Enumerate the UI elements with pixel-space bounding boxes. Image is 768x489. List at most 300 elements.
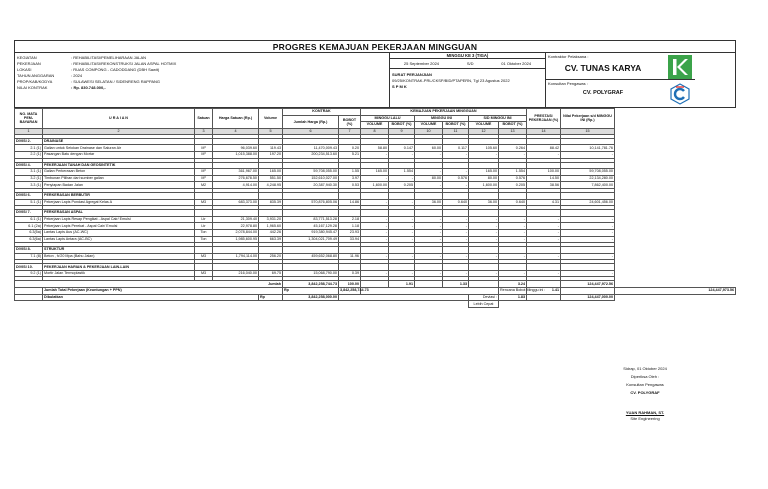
rencana-label: Rencana Bobot Minggu ini : xyxy=(500,288,546,293)
empty-cell xyxy=(339,264,361,271)
division-row xyxy=(15,247,736,254)
cell-nilai: - xyxy=(561,223,615,230)
division-row xyxy=(15,192,736,199)
col-vol-sd: VOLUME xyxy=(469,122,499,129)
total-label: Jumlah Total Pekerjaan (Keuntungan + PPN) xyxy=(43,288,283,295)
cell-vol: 119.43 xyxy=(259,145,283,152)
cell-desc: Lantas Lapis Antara (AC-BC) xyxy=(43,236,195,243)
col-nilai: Nilai Pekerjaan s/d MINGGU INI (Rp.) xyxy=(561,109,615,129)
dibulatkan-row xyxy=(15,294,736,301)
signature-company: CV. POLYGRAF xyxy=(630,390,660,395)
jumlah-row xyxy=(15,281,736,288)
col-volume: Volume xyxy=(259,109,283,129)
empty-cell xyxy=(339,162,361,169)
cell-v1: - xyxy=(361,236,389,243)
cell-b3: 0.640 xyxy=(499,199,527,206)
empty-cell xyxy=(213,138,259,145)
cell-pres: - xyxy=(527,229,561,236)
contractor-logo-icon xyxy=(668,55,692,79)
cell-bobot: 0.53 xyxy=(339,182,361,189)
week-dates xyxy=(390,59,545,69)
empty-cell xyxy=(259,162,283,169)
week-to: 01 Oktober 2024 xyxy=(501,61,532,66)
cell-sat: M3 xyxy=(195,253,213,260)
cell-sat: M³ xyxy=(195,145,213,152)
cell-b2: 0.576 xyxy=(443,175,469,182)
cell-pres: 4.31 xyxy=(527,199,561,206)
cell-bobot: 2.18 xyxy=(339,216,361,223)
cell-sat: M3 xyxy=(195,270,213,277)
cell-v1: - xyxy=(361,175,389,182)
info-value: : 2024 xyxy=(71,73,83,79)
cell-harga: 2,078,844.00 xyxy=(213,229,259,236)
cell-no: 9.2 (1) xyxy=(15,270,43,277)
contractor-name: CV. TUNAS KARYA xyxy=(564,63,642,73)
empty-cell xyxy=(213,247,259,254)
division-title: PEKERJAAN TANAH DAN GEOSINTETIK xyxy=(43,162,195,169)
empty-cell xyxy=(361,264,389,271)
total-bobot-sd: 3.24 xyxy=(499,281,527,288)
signature-place-date: Sidrap, 01 Oktober 2024 xyxy=(623,366,667,371)
cell-b2: - xyxy=(443,270,469,277)
info-value: : SULAWESI SELATAN / SIDENRENG RAPPANG xyxy=(71,79,160,85)
empty-cell xyxy=(499,301,615,308)
cell-v1: - xyxy=(361,199,389,206)
cell-b2: - xyxy=(443,223,469,230)
empty-cell xyxy=(499,210,527,217)
cell-bobot: 1.18 xyxy=(339,223,361,230)
empty-cell xyxy=(443,247,469,254)
cell-nilai: - xyxy=(561,236,615,243)
cell-sat: Ton xyxy=(195,229,213,236)
cell-no: 3.3 (1) xyxy=(15,182,43,189)
empty-cell xyxy=(195,210,213,217)
cell-desc: Penyiapan Badan Jalan xyxy=(43,182,195,189)
cell-sat: M2 xyxy=(195,182,213,189)
empty-cell xyxy=(499,264,527,271)
cell-pres: - xyxy=(527,223,561,230)
info-label: NILAI KONTRAK xyxy=(17,85,48,91)
deviasi-label: Deviasi : xyxy=(469,294,499,301)
contractor-label: Kontraktor Pelaksana : xyxy=(548,54,589,59)
cell-vol: 165.00 xyxy=(259,169,283,176)
column-number: 15 xyxy=(561,128,615,134)
cell-jumlah: 15,068,790.00 xyxy=(283,270,339,277)
empty-cell xyxy=(469,264,499,271)
empty-cell xyxy=(283,247,339,254)
empty-cell xyxy=(361,247,389,254)
cell-b2: - xyxy=(443,216,469,223)
cell-pres: 14.50 xyxy=(527,175,561,182)
col-sd-minggu-ini: S/D MINGGU INI xyxy=(469,115,527,122)
empty-cell xyxy=(283,162,339,169)
empty-cell xyxy=(389,138,415,145)
empty-cell xyxy=(443,264,469,271)
cell-harga: 1,794,114.00 xyxy=(213,253,259,260)
cell-no: 7.1 (8) xyxy=(15,253,43,260)
column-number: 12 xyxy=(469,128,499,134)
signature-name: YUAN RAHMAN, ST. xyxy=(625,410,665,415)
info-value: : RUAS COMPONG - CADODDANG (DBH Sawit) xyxy=(71,67,160,73)
col-vol-ini: VOLUME xyxy=(415,122,443,129)
empty-cell xyxy=(213,264,259,271)
cell-nilai: 22,134,280.00 xyxy=(561,175,615,182)
col-uraian: U R A I A N xyxy=(43,109,195,129)
cell-v2: - xyxy=(415,216,443,223)
empty-cell xyxy=(339,210,361,217)
col-minggu-lalu: MINGGU LALU xyxy=(361,115,415,122)
cell-v3: 165.00 xyxy=(469,169,499,176)
cell-nilai: - xyxy=(561,270,615,277)
cell-sat: M3 xyxy=(195,199,213,206)
cell-b3: - xyxy=(499,253,527,260)
empty-cell xyxy=(561,247,615,254)
rencana-value: 1.41 xyxy=(527,288,561,295)
column-number: 9 xyxy=(389,128,415,134)
division-row xyxy=(15,264,736,271)
empty-cell xyxy=(213,192,259,199)
table-row xyxy=(15,151,736,158)
cell-bobot: 23.93 xyxy=(339,229,361,236)
cell-b3: - xyxy=(499,229,527,236)
cell-v2: - xyxy=(415,253,443,260)
table-row xyxy=(15,223,736,230)
column-number: 11 xyxy=(443,128,469,134)
cell-harga: 1,985,600.95 xyxy=(213,236,259,243)
cell-pres: - xyxy=(527,253,561,260)
cell-no: 6.1 (1) xyxy=(15,216,43,223)
empty-cell xyxy=(361,210,389,217)
cell-bobot: 14.86 xyxy=(339,199,361,206)
empty-cell xyxy=(339,294,469,301)
empty-cell xyxy=(499,247,527,254)
cell-bobot: 5.21 xyxy=(339,151,361,158)
cell-v3: - xyxy=(469,216,499,223)
table-row xyxy=(15,253,736,260)
division-no: DIVISI 2. xyxy=(15,138,43,145)
division-row xyxy=(15,210,736,217)
column-number: 2 xyxy=(43,128,195,134)
total-row xyxy=(15,288,736,295)
cell-jumlah: 570,876,805.06 xyxy=(283,199,339,206)
cell-jumlah: 919,380,945.47 xyxy=(283,229,339,236)
division-row xyxy=(15,138,736,145)
cell-b3: 1.554 xyxy=(499,169,527,176)
cell-pres: 38.56 xyxy=(527,182,561,189)
col-minggu-ini: MINGGU INI xyxy=(415,115,469,122)
total-rp: Rp xyxy=(283,288,339,295)
cell-b1: - xyxy=(389,216,415,223)
cell-no: 3.1 (1) xyxy=(15,169,43,176)
cell-v1: - xyxy=(361,270,389,277)
column-number: 14 xyxy=(527,128,561,134)
cell-b3: - xyxy=(499,223,527,230)
week-from: 25 September 2024 xyxy=(403,61,440,66)
cell-harga: 216,040.00 xyxy=(213,270,259,277)
table-row xyxy=(15,199,736,206)
division-no: DIVISI 7. xyxy=(15,210,43,217)
empty-cell xyxy=(339,192,361,199)
col-harga: Harga Satuan (Rp.) xyxy=(213,109,259,129)
empty-cell xyxy=(195,247,213,254)
cell-b3: - xyxy=(499,270,527,277)
cell-bobot: 33.94 xyxy=(339,236,361,243)
cell-pres: - xyxy=(527,151,561,158)
cell-nilai: - xyxy=(561,151,615,158)
col-satuan: Satuan xyxy=(195,109,213,129)
cell-v3: - xyxy=(469,151,499,158)
empty-cell xyxy=(415,247,443,254)
cell-v2: - xyxy=(415,223,443,230)
col-kemajuan: KEMAJUAN PEKERJAAN MINGGUAN xyxy=(361,109,527,116)
cell-jumlah: 1,304,021,709.49 xyxy=(283,236,339,243)
division-title: DRAINASE xyxy=(43,138,195,145)
cell-b2: 0.117 xyxy=(443,145,469,152)
col-bobot-ini: BOBOT (%) xyxy=(443,122,469,129)
cell-sat: M³ xyxy=(195,175,213,182)
cell-v2: - xyxy=(415,182,443,189)
empty-cell xyxy=(415,281,443,288)
division-row xyxy=(15,162,736,169)
cell-v2: - xyxy=(415,169,443,176)
cell-desc: Beton , fc'20 Mpa (Bahu Jalan) xyxy=(43,253,195,260)
empty-cell xyxy=(195,138,213,145)
cell-v1: - xyxy=(361,223,389,230)
cell-v3: - xyxy=(469,223,499,230)
empty-cell xyxy=(259,210,283,217)
consultant-logo-icon xyxy=(670,83,690,105)
table-row xyxy=(15,182,736,189)
empty-cell xyxy=(213,162,259,169)
jumlah-label: Jumlah xyxy=(15,281,283,288)
empty-cell xyxy=(389,264,415,271)
empty-cell xyxy=(561,288,615,295)
empty-cell xyxy=(499,192,527,199)
division-title: PEKERJAAN HARIAN & PEKERJAAN LAIN-LAIN xyxy=(43,264,195,271)
cell-b3: - xyxy=(499,236,527,243)
column-number: 6 xyxy=(283,128,339,134)
contractor-info xyxy=(545,53,695,107)
cell-v1: - xyxy=(361,151,389,158)
cell-no: 6.1 (2a) xyxy=(15,223,43,230)
col-no: NO. MATA PEM-BAYARAN xyxy=(15,109,43,129)
cell-nilai: - xyxy=(561,216,615,223)
info-label: TAHUN ANGGARAN xyxy=(17,73,55,79)
cell-desc: Pekerjaan Lapis Resap Pengikat - Aspal Cair/ Emulsi xyxy=(43,216,195,223)
total-value: 3,842,258,744.73 xyxy=(340,288,369,293)
cell-b1: - xyxy=(389,253,415,260)
cell-harga: 22,978.80 xyxy=(213,223,259,230)
signature-checked: Diperiksa Oleh : xyxy=(630,374,660,379)
table-row xyxy=(15,175,736,182)
cell-jumlah: 83,771,513.28 xyxy=(283,216,339,223)
cell-desc: Timbunan Pilihan dari sumber galian xyxy=(43,175,195,182)
cell-b2: 0.640 xyxy=(443,199,469,206)
cell-v3: 80.00 xyxy=(469,175,499,182)
cell-b1: - xyxy=(389,229,415,236)
cell-harga: 21,309.40 xyxy=(213,216,259,223)
empty-cell xyxy=(389,210,415,217)
cell-nilai: 59,708,055.00 xyxy=(561,169,615,176)
cell-desc: Pekerjaan Lapis Pondasi Agregat Kelas A xyxy=(43,199,195,206)
column-number: 7 xyxy=(339,128,361,134)
cell-harga: 96,039.60 xyxy=(213,145,259,152)
division-no: DIVISI 10. xyxy=(15,264,43,271)
empty-cell xyxy=(561,192,615,199)
week-sd: S/D xyxy=(466,61,474,66)
col-bobot-sd: BOBOT (%) xyxy=(499,122,527,129)
table-row xyxy=(15,169,736,176)
cell-jumlah: 59,708,055.00 xyxy=(283,169,339,176)
rencana-nilai: 124,447,973.56 xyxy=(615,288,736,295)
cell-sat: Ltr xyxy=(195,216,213,223)
empty-cell xyxy=(361,138,389,145)
consultant-name: CV. POLYGRAF xyxy=(582,90,624,96)
total-bobot-lalu: 1.91 xyxy=(389,281,415,288)
week-info xyxy=(389,53,545,107)
cell-nilai: - xyxy=(561,253,615,260)
cell-no: 6.3(5a) xyxy=(15,229,43,236)
empty-cell xyxy=(561,138,615,145)
empty-cell xyxy=(283,264,339,271)
empty-cell xyxy=(561,162,615,169)
cell-b1: 1.554 xyxy=(389,169,415,176)
cell-no: 2.2 (1) xyxy=(15,151,43,158)
empty-cell xyxy=(415,210,443,217)
cell-sat: Ton xyxy=(195,236,213,243)
empty-cell xyxy=(469,138,499,145)
cell-jumlah: 152,610,027.00 xyxy=(283,175,339,182)
division-title: PERKERASAN BERBUTIR xyxy=(43,192,195,199)
empty-cell xyxy=(443,192,469,199)
cell-jumlah: 200,234,513.60 xyxy=(283,151,339,158)
dibulatkan-value: 3,842,258,000.00 xyxy=(283,294,339,301)
status-value: Lebih Cepat xyxy=(469,301,499,308)
cell-v3: 1,600.00 xyxy=(469,182,499,189)
cell-bobot: 1.55 xyxy=(339,169,361,176)
division-no: DIVISI 6. xyxy=(15,192,43,199)
cell-harga: 4,914.00 xyxy=(213,182,259,189)
report-sheet xyxy=(14,40,736,308)
cell-b1: - xyxy=(389,223,415,230)
contract-info xyxy=(390,69,545,90)
cell-vol: 69.75 xyxy=(259,270,283,277)
cell-b3: - xyxy=(499,216,527,223)
cell-b3: 0.205 xyxy=(499,182,527,189)
empty-cell xyxy=(339,247,361,254)
cell-bobot: 0.20 xyxy=(339,145,361,152)
info-value: : REHABILITASI/REKONSTRUKSI JALAN ASPAL HOTMIX xyxy=(71,61,177,67)
empty-cell xyxy=(499,138,527,145)
empty-cell xyxy=(389,192,415,199)
empty-cell xyxy=(361,288,499,295)
empty-cell xyxy=(527,162,561,169)
empty-cell xyxy=(389,162,415,169)
cell-jumlah: 20,387,940.30 xyxy=(283,182,339,189)
report-header xyxy=(14,53,736,108)
division-no: DIVISI 4. xyxy=(15,162,43,169)
cell-desc: Galian untuk Selokan Drainase dan Saluran Air xyxy=(43,145,195,152)
cell-vol: 256.20 xyxy=(259,253,283,260)
cell-b1: 0.205 xyxy=(389,182,415,189)
cell-b2: - xyxy=(443,229,469,236)
cell-v3: 105.60 xyxy=(469,145,499,152)
cell-vol: 1,965.60 xyxy=(259,223,283,230)
info-row xyxy=(17,85,389,91)
empty-cell xyxy=(259,138,283,145)
project-info xyxy=(15,53,389,107)
cell-b3: 0.264 xyxy=(499,145,527,152)
cell-pres: 88.42 xyxy=(527,145,561,152)
cell-v1: - xyxy=(361,216,389,223)
jumlah-bobot: 100.00 xyxy=(339,281,361,288)
spmk-label: S P M K xyxy=(392,84,407,89)
table-row xyxy=(15,216,736,223)
cell-v2: 80.00 xyxy=(415,175,443,182)
empty-cell xyxy=(361,281,389,288)
empty-cell xyxy=(259,192,283,199)
empty-cell xyxy=(195,192,213,199)
cell-vol: 442.26 xyxy=(259,229,283,236)
empty-cell xyxy=(527,264,561,271)
cell-b2: - xyxy=(443,236,469,243)
col-bobot-lalu: BOBOT (%) xyxy=(389,122,415,129)
cell-v1: 165.00 xyxy=(361,169,389,176)
signature-title: Site Engineering xyxy=(630,416,660,421)
cell-v3: - xyxy=(469,236,499,243)
cell-vol: 835.39 xyxy=(259,199,283,206)
col-jumlah-harga: Jumlah Harga (Rp.) xyxy=(283,115,339,128)
cell-desc: Pekerjaan Lapis Perekat - Aspal Cair/ Emulsi xyxy=(43,223,195,230)
info-label: PEKERJAAN xyxy=(17,61,41,67)
cell-v2: 60.00 xyxy=(415,145,443,152)
empty-cell xyxy=(527,210,561,217)
empty-cell xyxy=(527,281,561,288)
empty-cell xyxy=(361,162,389,169)
empty-cell xyxy=(15,294,43,301)
cell-sat: M³ xyxy=(195,151,213,158)
cell-no: 3.2 (1) xyxy=(15,175,43,182)
cell-b1: - xyxy=(389,175,415,182)
table-row xyxy=(15,145,736,152)
cell-nilai: 24,601,456.00 xyxy=(561,199,615,206)
cell-v2: - xyxy=(415,229,443,236)
col-kontrak: KONTRAK xyxy=(283,109,361,116)
cell-pres: - xyxy=(527,236,561,243)
empty-cell xyxy=(361,192,389,199)
cell-desc: Pasangan Batu dengan Mortar xyxy=(43,151,195,158)
spk-value: 09/25/KONTRAK-PRL/CKSP/BID/PTAPERN, Tgl 23 Agustus 2022 xyxy=(392,78,510,83)
cell-b2: - xyxy=(443,253,469,260)
cell-b1: 0.147 xyxy=(389,145,415,152)
empty-cell xyxy=(443,162,469,169)
cell-pres: - xyxy=(527,216,561,223)
cell-v1: 58.80 xyxy=(361,145,389,152)
cell-b1: - xyxy=(389,199,415,206)
progress-table xyxy=(14,108,736,308)
cell-b2: - xyxy=(443,169,469,176)
empty-cell xyxy=(415,162,443,169)
cell-harga: 683,373.00 xyxy=(213,199,259,206)
empty-cell xyxy=(527,247,561,254)
empty-cell xyxy=(283,210,339,217)
division-title: STRUKTUR xyxy=(43,247,195,254)
division-no: DIVISI 8. xyxy=(15,247,43,254)
deviasi-value: 1.83 xyxy=(499,294,527,301)
empty-cell xyxy=(561,264,615,271)
division-title: PERKERASAN ASPAL xyxy=(43,210,195,217)
cell-v1: 1,600.00 xyxy=(361,182,389,189)
